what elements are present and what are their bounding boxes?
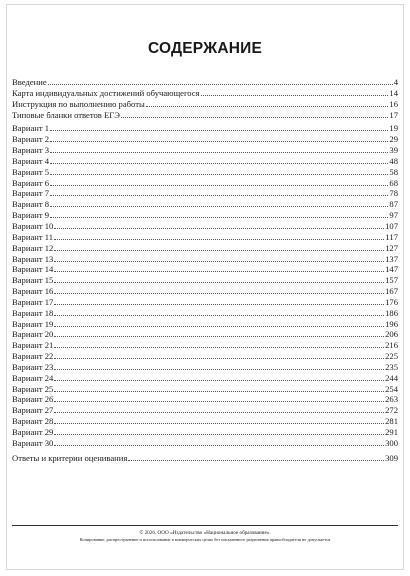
- toc-entry-label: Вариант 10: [12, 220, 54, 231]
- toc-entry-label: Вариант 23: [12, 361, 54, 372]
- toc-entry-variant[interactable]: [12, 264, 398, 275]
- dot-leader: [201, 95, 389, 96]
- toc-entry-label: Типовые бланки ответов ЕГЭ: [12, 109, 120, 120]
- toc-entry-variant[interactable]: [12, 394, 398, 405]
- dot-leader: [50, 141, 388, 142]
- toc-entry-variant[interactable]: [12, 134, 398, 145]
- toc-entry-page: 206: [385, 329, 398, 340]
- toc-entry-page: 157: [385, 275, 398, 286]
- toc-entry-variant[interactable]: [12, 145, 398, 156]
- dot-leader: [48, 84, 393, 85]
- toc-entry-label: Инструкция по выполнению работы: [12, 98, 145, 109]
- toc-entry-variant[interactable]: [12, 427, 398, 438]
- dot-leader: [50, 174, 388, 175]
- toc-entry-variant[interactable]: [12, 156, 398, 167]
- toc-entry-label: Вариант 17: [12, 296, 54, 307]
- toc-entry-variant[interactable]: [12, 286, 398, 297]
- toc-entry-label: Вариант 9: [12, 210, 50, 221]
- toc-entry-page: 29: [389, 134, 398, 145]
- toc-entry-label: Вариант 7: [12, 188, 50, 199]
- toc-entry-label: Вариант 3: [12, 145, 50, 156]
- toc-entry-label: Вариант 16: [12, 286, 54, 297]
- footer-divider: [12, 525, 398, 526]
- toc-entry-page: 281: [385, 416, 398, 427]
- toc-entry-variant[interactable]: [12, 221, 398, 232]
- dot-leader: [50, 206, 388, 207]
- toc-entry-page: 254: [385, 383, 398, 394]
- toc-entry-label: Вариант 19: [12, 318, 54, 329]
- toc-entry-page: 244: [385, 372, 398, 383]
- footer-notice: Копирование, распространение и использование в коммерческих целях без письменного разрешения правообладателя не допускается: [79, 537, 331, 542]
- dot-leader: [54, 293, 384, 294]
- dot-leader: [50, 185, 388, 186]
- toc-entry-label: Вариант 30: [12, 437, 54, 448]
- toc-entry-variant[interactable]: [12, 199, 398, 210]
- toc-entry-page: 14: [389, 87, 398, 98]
- toc-entry-label: Вариант 18: [12, 307, 54, 318]
- toc-entry-label: Вариант 24: [12, 372, 54, 383]
- dot-leader: [54, 261, 384, 262]
- dot-leader: [54, 369, 384, 370]
- table-of-contents: [12, 77, 398, 464]
- toc-entry-variant[interactable]: [12, 167, 398, 178]
- dot-leader: [128, 460, 384, 461]
- toc-entry-page: 291: [385, 427, 398, 437]
- footer-copyright: © 2026. ООО «Издательство «Национальное образование».: [139, 530, 271, 536]
- dot-leader: [50, 130, 388, 131]
- dot-leader: [121, 117, 389, 118]
- toc-entry-label: Вариант 29: [12, 427, 54, 437]
- toc-entry[interactable]: [12, 110, 398, 121]
- toc-entry-label: Ответы и критерии оценивания: [12, 452, 128, 463]
- dot-leader: [50, 163, 388, 164]
- dot-leader: [54, 336, 384, 337]
- dot-leader: [54, 401, 384, 402]
- toc-entry-variant[interactable]: [12, 188, 398, 199]
- toc-entry-label: Вариант 13: [12, 253, 54, 264]
- toc-entry-page: 39: [389, 145, 398, 156]
- toc-entry-label: Вариант 25: [12, 383, 54, 394]
- dot-leader: [54, 445, 384, 446]
- toc-entry-label: Вариант 5: [12, 166, 50, 177]
- toc-entry-variant[interactable]: [12, 243, 398, 254]
- toc-entry-page: 17: [389, 109, 398, 120]
- dot-leader: [50, 195, 388, 196]
- toc-entry-page: 225: [385, 351, 398, 362]
- toc-entry-page: 235: [385, 361, 398, 372]
- toc-entry-variant[interactable]: [12, 297, 398, 308]
- toc-entry-variant[interactable]: [12, 232, 398, 243]
- toc-entry-page: 186: [385, 307, 398, 318]
- dot-leader: [54, 347, 384, 348]
- toc-entry-page: 4: [393, 77, 398, 87]
- toc-entry-page: 216: [385, 340, 398, 351]
- dot-leader: [50, 152, 388, 153]
- dot-leader: [54, 423, 384, 424]
- toc-entry-label: Вариант 27: [12, 405, 54, 416]
- dot-leader: [54, 282, 384, 283]
- page-title: СОДЕРЖАНИЕ: [147, 40, 263, 57]
- dot-leader: [146, 106, 389, 107]
- toc-entry-variant[interactable]: [12, 405, 398, 416]
- toc-entry-label: Вариант 14: [12, 264, 54, 275]
- toc-entry-page: 16: [389, 98, 398, 109]
- dot-leader: [54, 358, 384, 359]
- answers-section: [12, 453, 398, 464]
- toc-entry-answers[interactable]: [12, 453, 398, 464]
- toc-entry-label: Вариант 6: [12, 177, 50, 188]
- toc-entry-page: 127: [385, 242, 398, 253]
- toc-entry-variant[interactable]: [12, 384, 398, 395]
- toc-entry-variant[interactable]: [12, 373, 398, 384]
- toc-entry-variant[interactable]: [12, 329, 398, 340]
- toc-entry-label: Карта индивидуальных достижений обучающегося: [12, 87, 200, 98]
- dot-leader: [50, 217, 388, 218]
- dot-leader: [54, 304, 384, 305]
- toc-entry-page: 58: [389, 166, 398, 177]
- toc-entry-label: Вариант 4: [12, 155, 50, 166]
- toc-entry-page: 309: [385, 452, 398, 463]
- toc-entry-page: 107: [385, 220, 398, 231]
- toc-entry-label: Вариант 20: [12, 329, 54, 340]
- dot-leader: [54, 271, 384, 272]
- dot-leader: [54, 391, 384, 392]
- toc-entry-label: Вариант 8: [12, 199, 50, 210]
- dot-leader: [54, 412, 384, 413]
- toc-entry-page: 176: [385, 296, 398, 307]
- toc-entry-page: 19: [389, 123, 398, 134]
- toc-entry-label: Вариант 21: [12, 340, 54, 351]
- toc-entry-label: Введение: [12, 77, 47, 87]
- dot-leader: [54, 315, 384, 316]
- toc-entry-label: Вариант 28: [12, 416, 54, 427]
- toc-entry-page: 167: [385, 286, 398, 297]
- toc-entry-variant[interactable]: [12, 123, 398, 134]
- toc-entry-variant[interactable]: [12, 351, 398, 362]
- toc-entry-variant[interactable]: [12, 416, 398, 427]
- toc-entry[interactable]: [12, 99, 398, 110]
- toc-entry-label: Вариант 26: [12, 394, 54, 405]
- toc-entry-page: 263: [385, 394, 398, 405]
- toc-entry-variant[interactable]: [12, 308, 398, 319]
- toc-entry-label: Вариант 2: [12, 134, 50, 145]
- dot-leader: [54, 326, 384, 327]
- intro-section: [12, 77, 398, 120]
- toc-entry-label: Вариант 1: [12, 123, 50, 134]
- toc-entry-page: 78: [389, 188, 398, 199]
- toc-entry-page: 48: [389, 155, 398, 166]
- dot-leader: [54, 228, 384, 229]
- toc-entry-variant[interactable]: [12, 178, 398, 189]
- dot-leader: [54, 380, 384, 381]
- toc-entry-page: 117: [385, 231, 398, 242]
- dot-leader: [54, 250, 384, 251]
- toc-entry-variant[interactable]: [12, 362, 398, 373]
- variants-section: [12, 123, 398, 448]
- toc-entry-variant[interactable]: [12, 254, 398, 265]
- toc-entry-variant[interactable]: [12, 275, 398, 286]
- dot-leader: [54, 434, 384, 435]
- toc-entry-page: 272: [385, 405, 398, 416]
- toc-entry-variant[interactable]: [12, 438, 398, 449]
- toc-entry-label: Вариант 15: [12, 275, 54, 286]
- toc-entry-variant[interactable]: [12, 210, 398, 221]
- toc-entry-page: 137: [385, 253, 398, 264]
- toc-entry-variant[interactable]: [12, 340, 398, 351]
- toc-entry-page: 68: [389, 177, 398, 188]
- toc-entry-label: Вариант 12: [12, 242, 54, 253]
- toc-entry-page: 87: [389, 199, 398, 210]
- toc-entry[interactable]: [12, 77, 398, 88]
- toc-entry-page: 300: [385, 437, 398, 448]
- toc-entry-page: 97: [389, 210, 398, 221]
- toc-entry-page: 196: [385, 318, 398, 329]
- toc-entry-label: Вариант 22: [12, 351, 54, 362]
- toc-entry-variant[interactable]: [12, 319, 398, 330]
- toc-entry-page: 147: [385, 264, 398, 275]
- dot-leader: [54, 239, 384, 240]
- toc-entry[interactable]: [12, 88, 398, 99]
- toc-entry-label: Вариант 11: [12, 231, 54, 242]
